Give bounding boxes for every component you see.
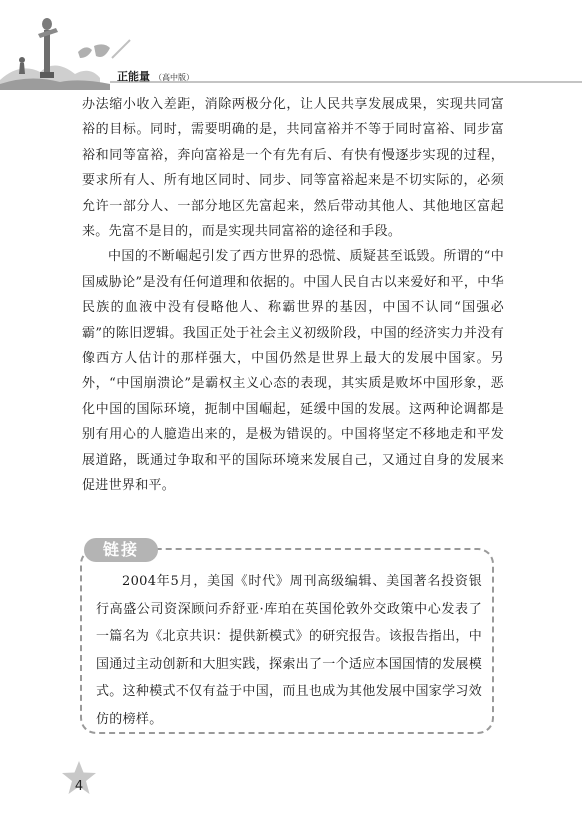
book-level: （高中版） xyxy=(154,73,194,82)
header-decoration-graphic xyxy=(0,0,582,90)
book-title-text: 正能量 xyxy=(117,70,150,83)
page-header xyxy=(0,0,582,90)
link-text: 2004年5月，美国《时代》周刊高级编辑、美国著名投资银行高盛公司资深顾问乔舒亚·库珀在英国伦敦外交政策中心发表了一篇名为《北京共识：提供新模式》的研究报告。该报告指出，中国通过主动创新和大胆实践，探索出了一个适应本国国情的发展模式。这种模式不仅有益于中国，而且也成为其他发展中国家学习效仿的榜样。 xyxy=(96,574,482,727)
link-tag: 链接 xyxy=(84,538,158,562)
page-number: 4 xyxy=(74,779,84,794)
book-title xyxy=(117,68,194,84)
main-text xyxy=(82,92,504,499)
paragraph: 中国的不断崛起引发了西方世界的恐慌、质疑甚至诋毁。所谓的“中国威胁论”是没有任何道理和依据的。中国人民自古以来爱好和平，中华民族的血液中没有侵略他人、称霸世界的基因，中国不认同“国强必霸”的陈旧逻辑。我国正处于社会主义初级阶段，中国的经济实力并没有像西方人估计的那样强大，中国仍然是世界上最大的发展中国家。另外，“中国崩溃论”是霸权主义心态的表现，其实质是败坏中国形象，恶化中国的国际环境，扼制中国崛起，延缓中国的发展。这两种论调都是别有用心的人臆造出来的，是极为错误的。中国将坚定不移地走和平发展道路，既通过争取和平的国际环境来发展自己，又通过自身的发展来促进世界和平。 xyxy=(82,249,504,494)
paragraph-continued: 办法缩小收入差距，消除两极分化，让人民共享发展成果，实现共同富裕的目标。同时，需要明确的是，共同富裕并不等于同时富裕、同步富裕和同等富裕，奔向富裕是一个有先有后、有快有慢逐步实现的过程，要求所有人、所有地区同时、同步、同等富裕起来是不切实际的，必须允许一部分人、一部分地区先富起来，然后带动其他人、其他地区富起来。先富不是目的，而是实现共同富裕的途径和手段。 xyxy=(82,97,504,240)
